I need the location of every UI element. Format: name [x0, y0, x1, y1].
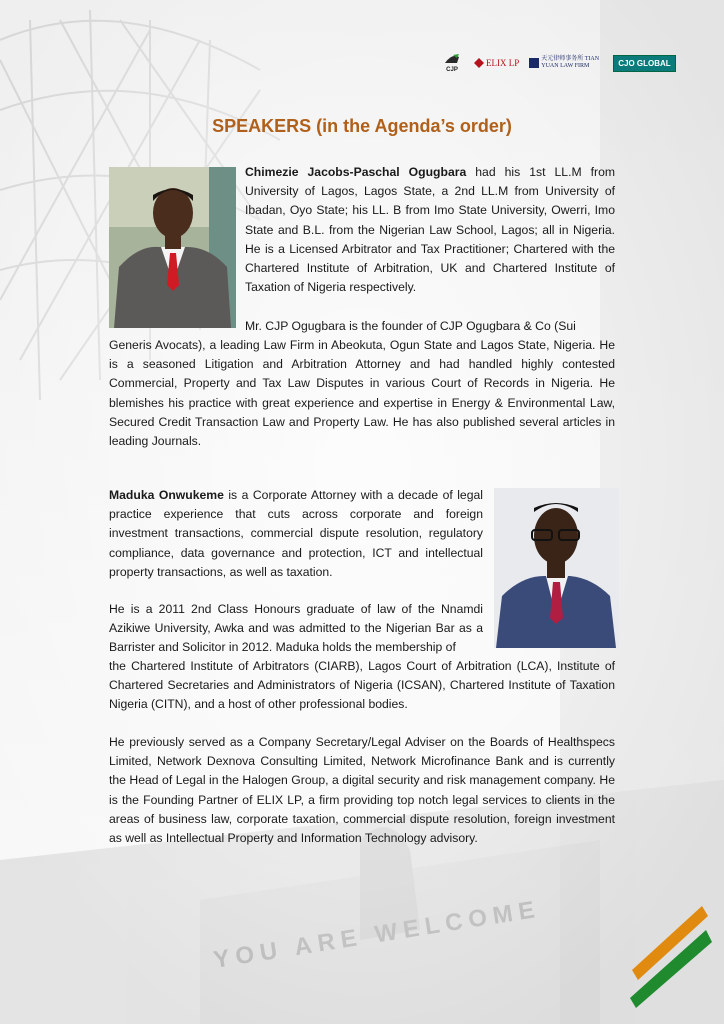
partner-logos: [440, 50, 702, 76]
speaker2-para3: He previously served as a Company Secretary/Legal Adviser on the Boards of Healthspecs Limited, Network Dexnova Consulting Limited, Network Microfinance Bank and is currently the Head of Legal in the Halogen Group, a digital security and risk management company. He is the Founding Partner of ELIX LP, a firm providing top notch legal services to clients in the areas of business law, corporate taxation, commercial dispute resolution, foreign investment as well as Intellectual Property and Information Technology advisory.: [109, 735, 615, 846]
speaker1-bio-intro-text: had his 1st LL.M from University of Lagos, Lagos State, a 2nd LL.M from University of Ibadan, Oyo State; his LL. B from Imo State University, Owerri, Imo State and B.L. from the Nigerian Law School, Lagos; all in Nigeria. He is a Licensed Arbitrator and Tax Practitioner; Chartered with the Chartered Institute of Arbitration, UK and Chartered Institute of Taxation of Nigeria respectively.: [245, 165, 616, 295]
cjp-logo-icon: [443, 53, 461, 65]
tiantuan-logo: [529, 56, 603, 70]
speaker1-para2: Generis Avocats), a leading Law Firm in Abeokuta, Ogun State and Lagos State, Nigeria. He is a seasoned Litigation and Arbitration Attorney and had handled highly contested Commercial, Property and Tax Law Disputes in various Court of Records in Nigeria. He blemishes his practice with great experience and expertise in Energy & Environmental Law, Secured Credit Transaction Law and Property Law. He has also published several articles in leading Journals.: [109, 338, 615, 449]
cjp-logo-text: CJP: [446, 67, 458, 73]
speaker1-portrait-image: [109, 167, 236, 328]
speaker2-name: Maduka Onwukeme: [109, 488, 224, 502]
speaker1-bio-intro: [245, 163, 615, 297]
cjp-logo: [440, 51, 464, 75]
speaker2-photo: [494, 488, 619, 648]
cjo-global-logo: CJO GLOBAL: [613, 55, 675, 72]
speaker2-para2-lead: He is a 2011 2nd Class Honours graduate of law of the Nnamdi Azikiwe University, Awka and was admitted to the Nigerian Bar as a Barrister and Solicitor in 2012. Maduka holds the membership of: [109, 602, 483, 655]
speaker2-bio-intro: [109, 486, 483, 582]
tiantuan-logo-icon: [529, 58, 539, 68]
elix-logo-icon: [474, 58, 484, 68]
speaker2-bio-intro-text: is a Corporate Attorney with a decade of legal practice experience that cuts across corporate and foreign investment transactions, commercial dispute resolution, regulatory compliance, data governance and protection, ICT and intellectual property transactions, as well as taxation.: [109, 488, 483, 579]
speaker1-para2-lead: Mr. CJP Ogugbara is the founder of CJP Ogugbara & Co (Sui: [245, 319, 576, 333]
speaker2-para2: the Chartered Institute of Arbitrators (CIARB), Lagos Court of Arbitration (LCA), Institute of Chartered Secretaries and Administrators of Nigeria (ICSAN), Chartered Institute of Taxation Nigeria (CITN), and a host of other professional bodies.: [109, 659, 615, 712]
decorative-stripes: [624, 898, 714, 1008]
speaker1-name: Chimezie Jacobs-Paschal Ogugbara: [245, 165, 467, 179]
speaker1-photo: [109, 167, 236, 328]
elix-logo: [474, 58, 519, 68]
speaker2-portrait-image: [494, 488, 619, 648]
page-title: SPEAKERS (in the Agenda’s order): [212, 116, 512, 136]
tiantuan-logo-text: 天元律师事务所 TIAN YUAN LAW FIRM: [541, 56, 600, 69]
elix-logo-text: ELIX LP: [486, 58, 520, 68]
